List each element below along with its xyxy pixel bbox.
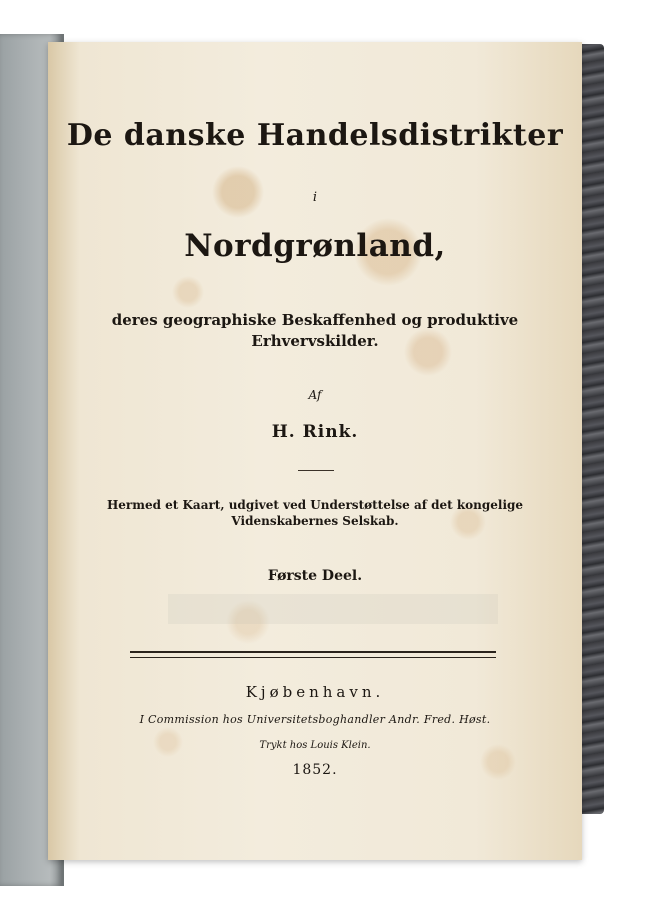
- publication-year: 1852.: [292, 762, 338, 778]
- faded-stamp-area: [168, 594, 498, 624]
- title-connector: i: [312, 190, 318, 205]
- supplement-line-1: Hermed et Kaart, udgivet ved Understøttelse af det kongelige: [106, 498, 524, 512]
- publication-city: Kjøbenhavn.: [245, 683, 385, 701]
- double-rule-divider: [130, 651, 496, 658]
- short-divider: [298, 470, 334, 471]
- place-name: Nordgrønland,: [184, 228, 446, 264]
- subtitle-line-2: Erhvervskilder.: [251, 332, 379, 350]
- book-title: De danske Handelsdistrikter: [66, 118, 564, 153]
- supplement-note: [48, 497, 582, 529]
- supplement-line-2: Videnskabernes Selskab.: [231, 514, 399, 528]
- by-label: Af: [308, 388, 322, 402]
- subtitle: [48, 310, 582, 352]
- part-label: Første Deel.: [267, 568, 363, 584]
- title-page: [48, 42, 582, 860]
- subtitle-line-1: deres geographiske Beskaffenhed og produktive: [111, 311, 519, 329]
- publisher-commission: I Commission hos Universitetsboghandler Andr. Fred. Høst.: [139, 713, 491, 726]
- printer-line: Trykt hos Louis Klein.: [259, 740, 371, 751]
- author-name: H. Rink.: [271, 422, 359, 442]
